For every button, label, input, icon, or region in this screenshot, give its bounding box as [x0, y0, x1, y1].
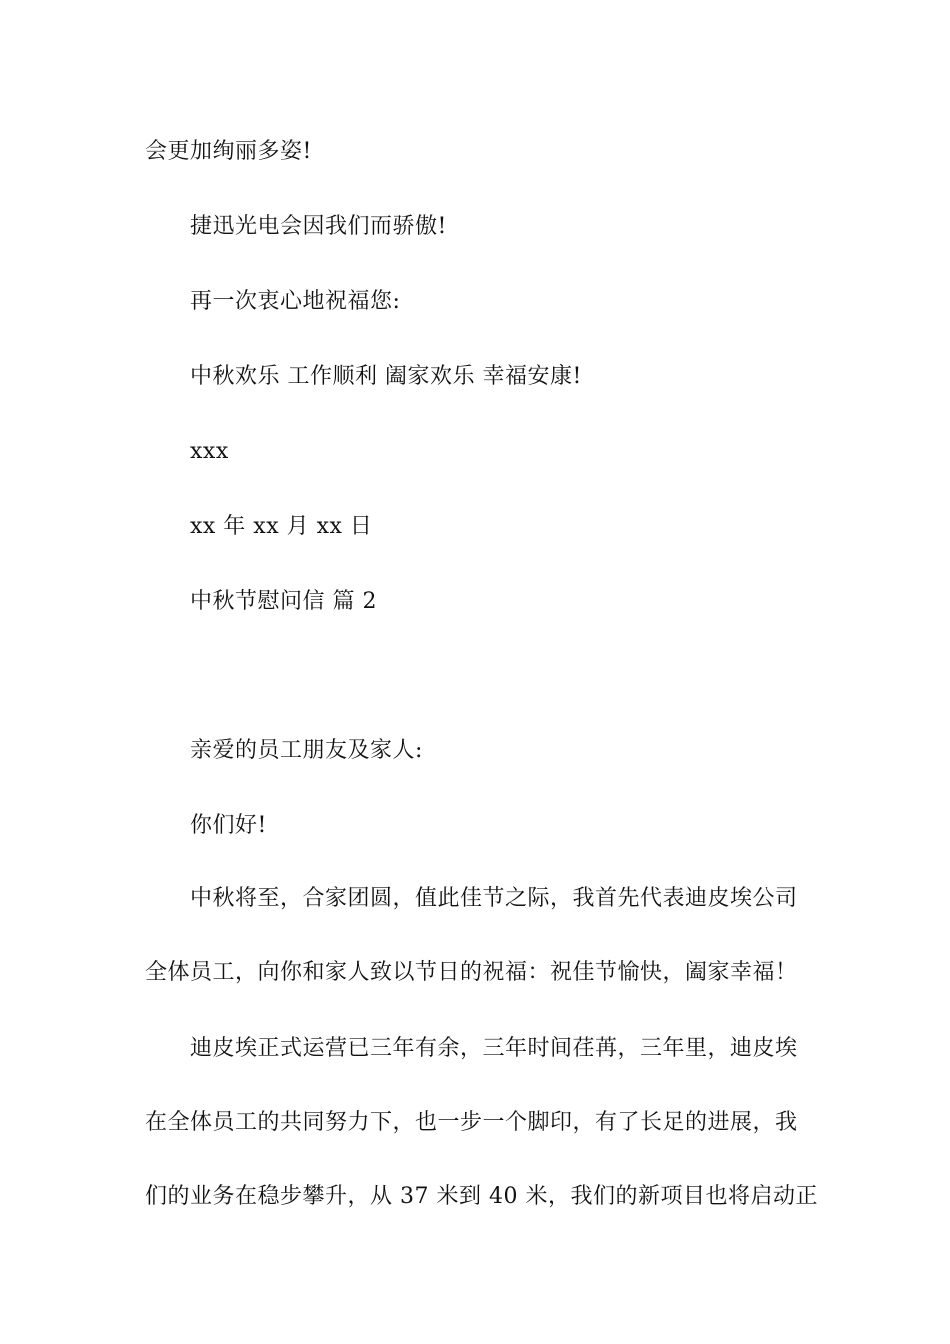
signature-date: xx 年 xx 月 xx 日 — [190, 514, 373, 539]
paragraph-line: 全体员工，向你和家人致以节日的祝福：祝佳节愉快，阖家幸福！ — [145, 960, 798, 985]
signature-name: xxx — [190, 439, 229, 464]
blessing-line: 中秋欢乐 工作顺利 阖家欢乐 幸福安康! — [190, 364, 582, 389]
section-heading: 中秋节慰问信 篇 2 — [190, 589, 377, 614]
paragraph-line: 中秋将至，合家团圆，值此佳节之际，我首先代表迪皮埃公司 — [190, 886, 798, 911]
paragraph-line: 在全体员工的共同努力下，也一步一个脚印，有了长足的进展，我 — [145, 1110, 798, 1135]
paragraph-line: 迪皮埃正式运营已三年有余，三年时间荏苒，三年里，迪皮埃 — [190, 1036, 798, 1061]
paragraph-line: 捷迅光电会因我们而骄傲! — [190, 214, 447, 239]
salutation: 亲爱的员工朋友及家人: — [190, 738, 423, 763]
greeting: 你们好! — [190, 813, 267, 838]
paragraph-line: 再一次衷心地祝福您: — [190, 289, 401, 314]
paragraph-line: 们的业务在稳步攀升，从 37 米到 40 米，我们的新项目也将启动正 — [145, 1184, 818, 1209]
paragraph-line: 会更加绚丽多姿! — [145, 139, 312, 164]
